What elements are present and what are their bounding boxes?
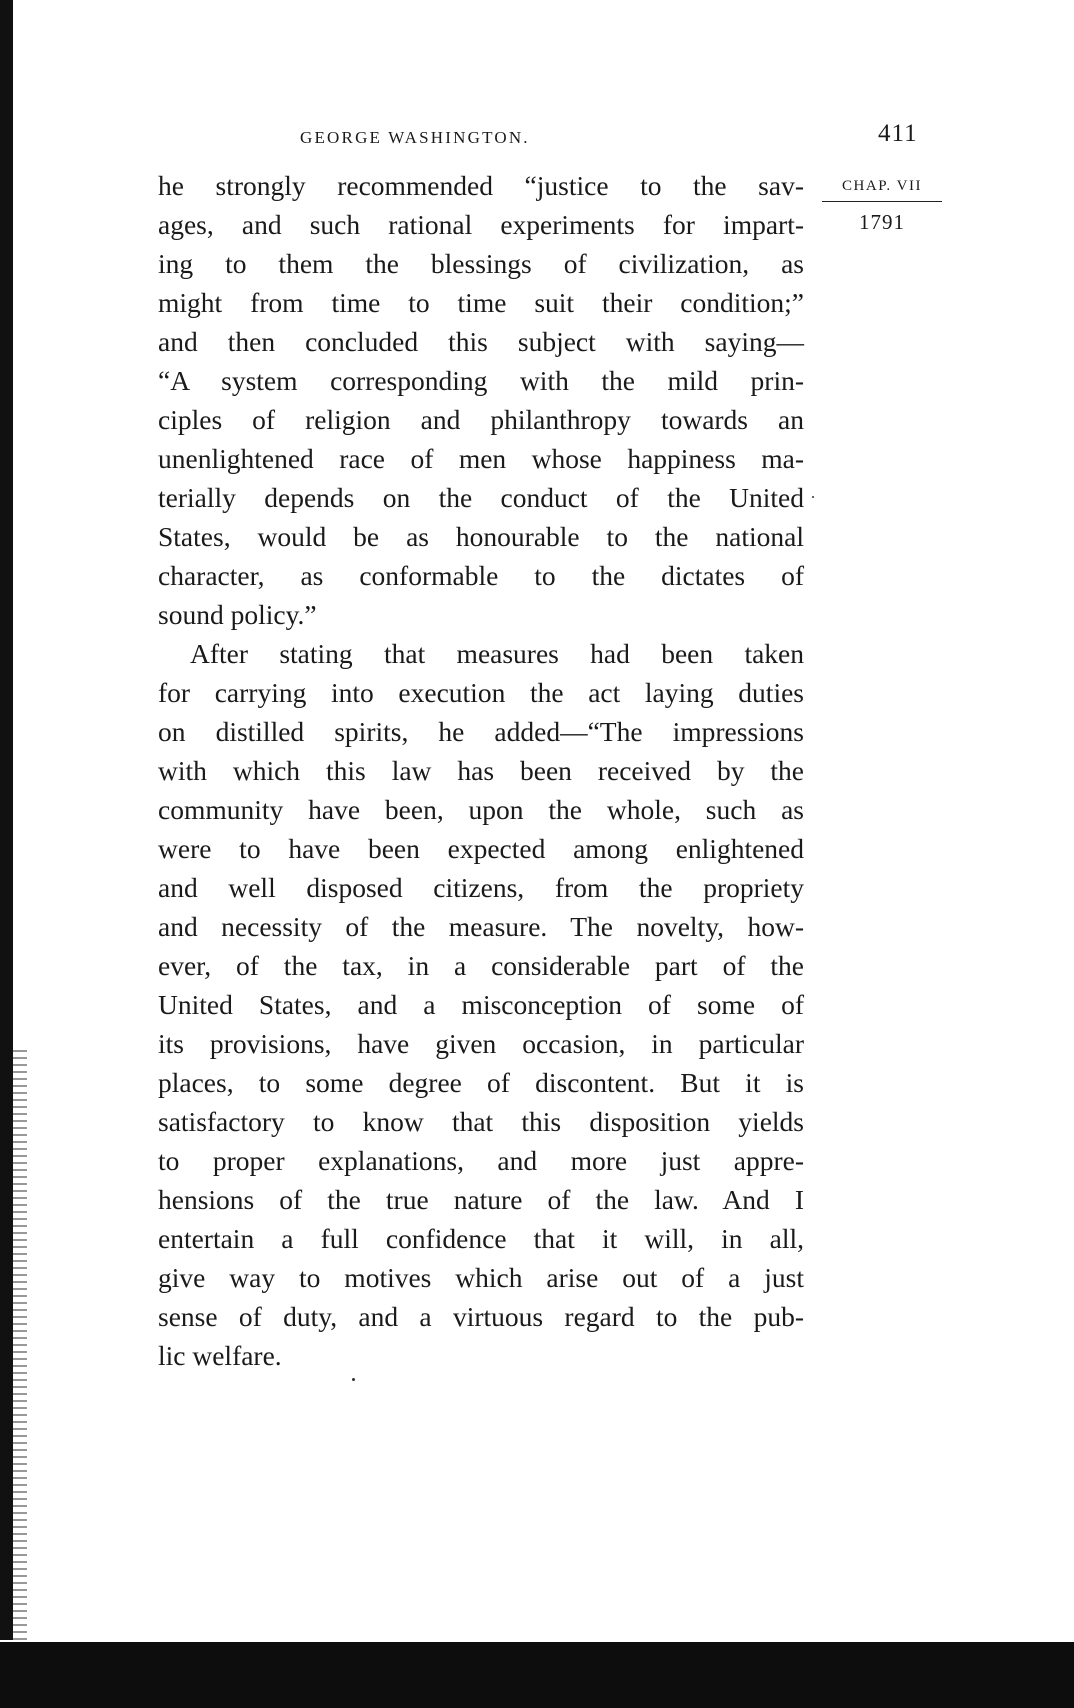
page-number: 411 [878,120,918,147]
margin-year: 1791 [859,210,905,234]
text-line: States, would be as honourable to the national [158,521,804,552]
text-line: satisfactory to know that this disposition yields [158,1106,804,1137]
text-line: hensions of the true nature of the law. And I [158,1184,804,1215]
text-line: sense of duty, and a virtuous regard to the pub- [158,1301,804,1332]
text-line: United States, and a misconception of some of [158,989,804,1020]
text-line: places, to some degree of discontent. But it is [158,1067,804,1098]
text-line: lic welfare. [158,1340,282,1371]
text-line: for carrying into execution the act laying duties [158,677,804,708]
text-line: to proper explanations, and more just appre- [158,1145,804,1176]
text-line: After stating that measures had been taken [190,638,804,669]
text-line: terially depends on the conduct of the United [158,482,804,513]
text-line: “A system corresponding with the mild prin- [158,365,804,396]
scan-edge-fray [13,1050,27,1650]
scan-edge-bottom [0,1642,1074,1708]
running-head: GEORGE WASHINGTON. [300,128,530,147]
body-text [158,166,804,1375]
scan-speck [352,1378,355,1381]
text-line: ing to them the blessings of civilization, as [158,248,804,279]
text-line: and then concluded this subject with saying— [158,326,804,357]
text-line: and necessity of the measure. The novelty, how- [158,911,804,942]
paragraph [158,634,804,1375]
text-line: ciples of religion and philanthropy towards an [158,404,804,435]
text-line: community have been, upon the whole, such as [158,794,804,825]
text-line: ever, of the tax, in a considerable part of the [158,950,804,981]
scan-speck [812,496,814,498]
text-line: character, as conformable to the dictates of [158,560,804,591]
text-line: its provisions, have given occasion, in particular [158,1028,804,1059]
text-line: give way to motives which arise out of a just [158,1262,804,1293]
text-line: entertain a full confidence that it will, in all, [158,1223,804,1254]
text-line: he strongly recommended “justice to the sav- [158,170,804,201]
margin-chapter: CHAP. VII [822,178,942,202]
text-line: sound policy.” [158,599,317,630]
scan-edge-left [0,0,13,1640]
text-line: unenlightened race of men whose happiness ma- [158,443,804,474]
paragraph [158,166,804,634]
text-line: and well disposed citizens, from the propriety [158,872,804,903]
margin-note [822,178,942,235]
text-line: with which this law has been received by the [158,755,804,786]
text-line: might from time to time suit their condition;” [158,287,804,318]
text-line: on distilled spirits, he added—“The impressions [158,716,804,747]
text-line: ages, and such rational experiments for impart- [158,209,804,240]
text-line: were to have been expected among enlightened [158,833,804,864]
